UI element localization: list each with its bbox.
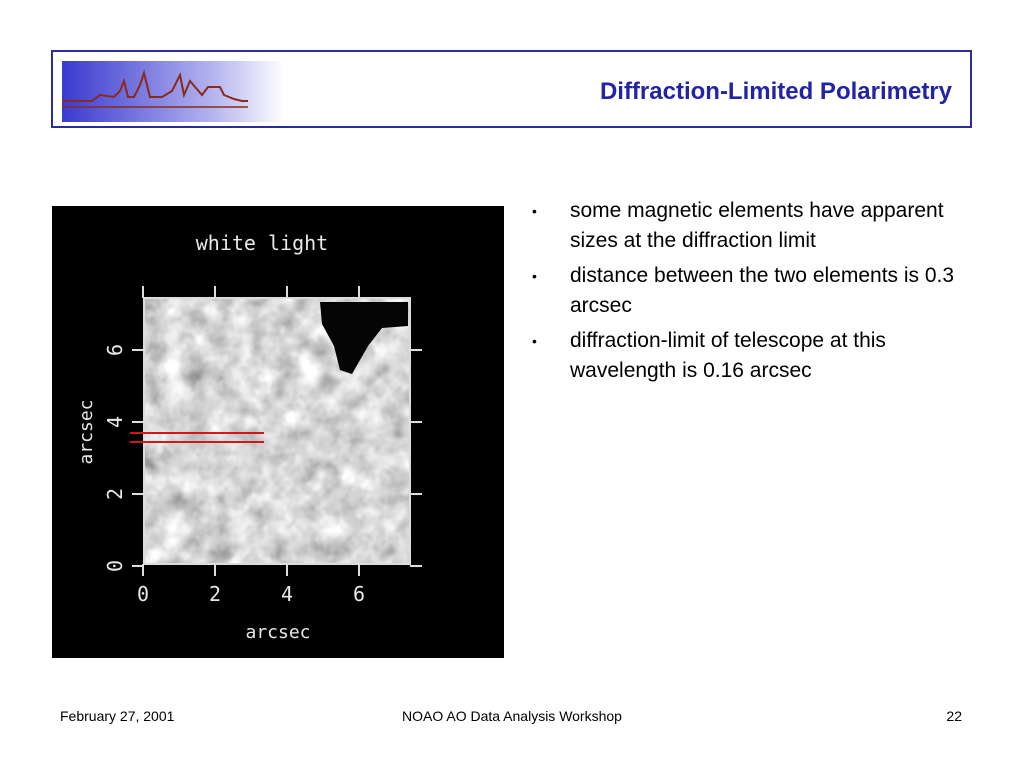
bullet-text: diffraction-limit of telescope at this wavelength is 0.16 arcsec [570, 329, 886, 382]
footer-workshop: NOAO AO Data Analysis Workshop [402, 708, 622, 724]
x-axis-label: arcsec [245, 622, 311, 643]
bullet-dot-icon: • [532, 268, 537, 284]
footer-date: February 27, 2001 [60, 708, 175, 724]
bullet-list [526, 196, 966, 391]
y-axis-label: arcsec [76, 399, 97, 465]
y-tick-label: 6 [103, 343, 127, 357]
x-tick-label: 6 [352, 582, 366, 606]
y-tick-label: 4 [103, 415, 127, 429]
bullet-item [526, 326, 966, 386]
x-tick-label: 0 [136, 582, 150, 606]
bullet-dot-icon: • [532, 333, 537, 349]
bullet-item [526, 261, 966, 321]
slide-title: Diffraction-Limited Polarimetry [599, 78, 952, 105]
bullet-text: some magnetic elements have apparent sizes at the diffraction limit [570, 199, 944, 252]
footer-page-number: 22 [946, 708, 962, 724]
bullet-text: distance between the two elements is 0.3 arcsec [570, 264, 955, 317]
white-light-image [52, 206, 504, 658]
x-tick-label: 2 [208, 582, 222, 606]
figure-title: white light [195, 231, 329, 255]
bullet-dot-icon: • [532, 203, 537, 219]
title-banner [51, 50, 972, 128]
y-tick-label: 2 [103, 487, 127, 501]
x-tick-label: 4 [280, 582, 294, 606]
y-tick-label: 0 [103, 559, 127, 573]
bullet-item [526, 196, 966, 256]
observatory-logo-icon [62, 61, 284, 122]
